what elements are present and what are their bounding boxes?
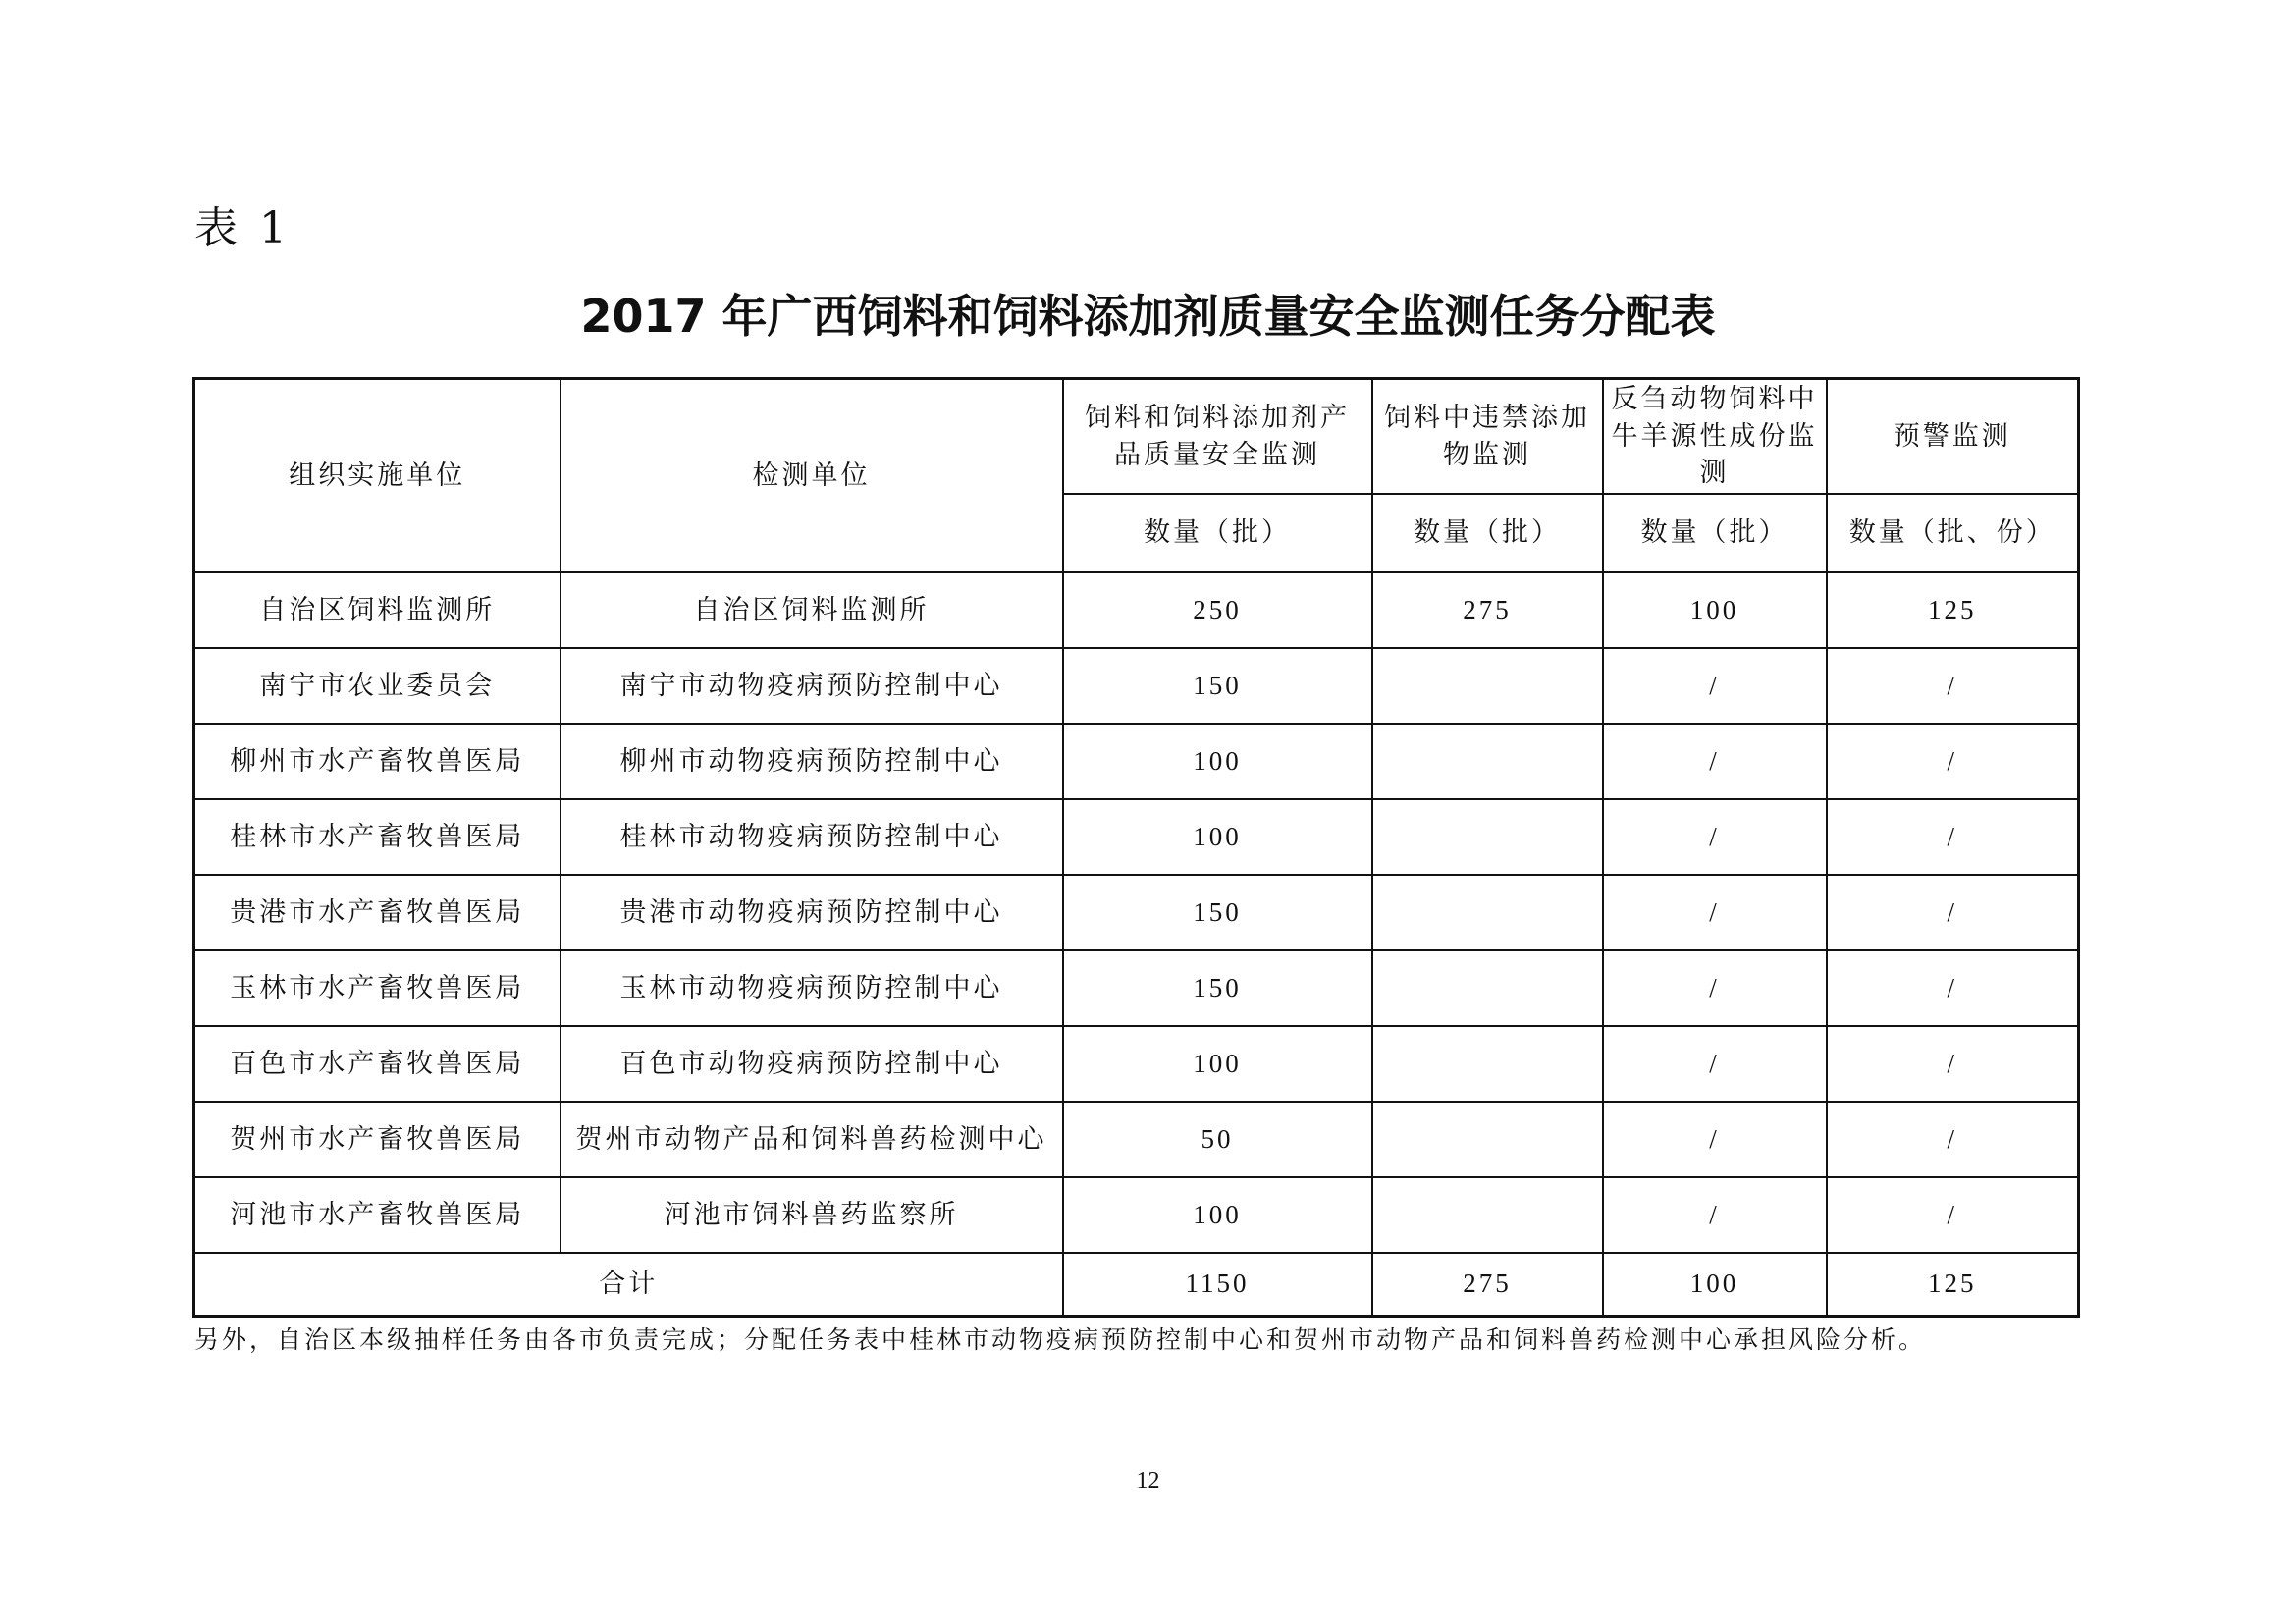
warning-count: / <box>1827 1026 2079 1102</box>
banned-count <box>1372 724 1603 799</box>
quality-count: 100 <box>1063 1026 1372 1102</box>
total-ruminant: 100 <box>1603 1253 1827 1317</box>
org-cell: 百色市水产畜牧兽医局 <box>194 1026 561 1102</box>
ruminant-count: / <box>1603 950 1827 1026</box>
quality-count: 250 <box>1063 572 1372 648</box>
header-org-unit: 组织实施单位 <box>194 379 561 573</box>
document-title: 2017 年广西饲料和饲料添加剂质量安全监测任务分配表 <box>580 290 1716 343</box>
total-label: 合计 <box>194 1253 1063 1317</box>
unit-cell: 数量（批） <box>1603 494 1827 572</box>
unit-cell: 数量（批） <box>1372 494 1603 572</box>
ruminant-count: / <box>1603 799 1827 875</box>
banned-count <box>1372 950 1603 1026</box>
banned-count <box>1372 1102 1603 1177</box>
quality-count: 150 <box>1063 875 1372 950</box>
total-row <box>194 1253 2079 1317</box>
lab-cell: 贵港市动物疫病预防控制中心 <box>561 875 1063 950</box>
warning-count: / <box>1827 1177 2079 1253</box>
warning-count: / <box>1827 799 2079 875</box>
table-row <box>194 724 2079 799</box>
warning-count: / <box>1827 724 2079 799</box>
quality-count: 50 <box>1063 1102 1372 1177</box>
warning-count: / <box>1827 1102 2079 1177</box>
ruminant-count: / <box>1603 724 1827 799</box>
table-row <box>194 572 2079 648</box>
banned-count <box>1372 1177 1603 1253</box>
org-cell: 贵港市水产畜牧兽医局 <box>194 875 561 950</box>
lab-cell: 柳州市动物疫病预防控制中心 <box>561 724 1063 799</box>
table-row <box>194 1026 2079 1102</box>
header-early-warning: 预警监测 <box>1827 379 2079 495</box>
lab-cell: 南宁市动物疫病预防控制中心 <box>561 648 1063 724</box>
ruminant-count: / <box>1603 1102 1827 1177</box>
table-row <box>194 1102 2079 1177</box>
warning-count: 125 <box>1827 572 2079 648</box>
header-row <box>194 379 2079 495</box>
ruminant-count: / <box>1603 875 1827 950</box>
ruminant-count: / <box>1603 648 1827 724</box>
lab-cell: 河池市饲料兽药监察所 <box>561 1177 1063 1253</box>
table-row <box>194 799 2079 875</box>
unit-cell: 数量（批、份） <box>1827 494 2079 572</box>
quality-count: 150 <box>1063 950 1372 1026</box>
lab-cell: 百色市动物疫病预防控制中心 <box>561 1026 1063 1102</box>
org-cell: 自治区饲料监测所 <box>194 572 561 648</box>
org-cell: 柳州市水产畜牧兽医局 <box>194 724 561 799</box>
quality-count: 100 <box>1063 724 1372 799</box>
page-number: 12 <box>1136 1468 1160 1493</box>
header-quality-monitoring: 饲料和饲料添加剂产品质量安全监测 <box>1063 379 1372 495</box>
warning-count: / <box>1827 875 2079 950</box>
banned-count <box>1372 648 1603 724</box>
total-quality: 1150 <box>1063 1253 1372 1317</box>
quality-count: 100 <box>1063 799 1372 875</box>
quality-count: 150 <box>1063 648 1372 724</box>
org-cell: 贺州市水产畜牧兽医局 <box>194 1102 561 1177</box>
quality-count: 100 <box>1063 1177 1372 1253</box>
lab-cell: 自治区饲料监测所 <box>561 572 1063 648</box>
total-banned: 275 <box>1372 1253 1603 1317</box>
lab-cell: 桂林市动物疫病预防控制中心 <box>561 799 1063 875</box>
header-banned-additives: 饲料中违禁添加物监测 <box>1372 379 1603 495</box>
table-label: 表 1 <box>194 203 291 253</box>
org-cell: 河池市水产畜牧兽医局 <box>194 1177 561 1253</box>
banned-count <box>1372 875 1603 950</box>
unit-cell: 数量（批） <box>1063 494 1372 572</box>
warning-count: / <box>1827 950 2079 1026</box>
footnote: 另外，自治区本级抽样任务由各市负责完成；分配任务表中桂林市动物疫病预防控制中心和贺州市动物产品和饲料兽药检测中心承担风险分析。 <box>194 1326 1927 1354</box>
ruminant-count: / <box>1603 1026 1827 1102</box>
allocation-table <box>192 377 2080 1318</box>
table-row <box>194 648 2079 724</box>
lab-cell: 贺州市动物产品和饲料兽药检测中心 <box>561 1102 1063 1177</box>
ruminant-count: / <box>1603 1177 1827 1253</box>
banned-count <box>1372 1026 1603 1102</box>
org-cell: 桂林市水产畜牧兽医局 <box>194 799 561 875</box>
table-row <box>194 875 2079 950</box>
org-cell: 玉林市水产畜牧兽医局 <box>194 950 561 1026</box>
total-warning: 125 <box>1827 1253 2079 1317</box>
ruminant-count: 100 <box>1603 572 1827 648</box>
header-ruminant-feed: 反刍动物饲料中牛羊源性成份监测 <box>1603 379 1827 495</box>
lab-cell: 玉林市动物疫病预防控制中心 <box>561 950 1063 1026</box>
banned-count: 275 <box>1372 572 1603 648</box>
warning-count: / <box>1827 648 2079 724</box>
banned-count <box>1372 799 1603 875</box>
org-cell: 南宁市农业委员会 <box>194 648 561 724</box>
header-test-unit: 检测单位 <box>561 379 1063 573</box>
table-row <box>194 1177 2079 1253</box>
table-row <box>194 950 2079 1026</box>
